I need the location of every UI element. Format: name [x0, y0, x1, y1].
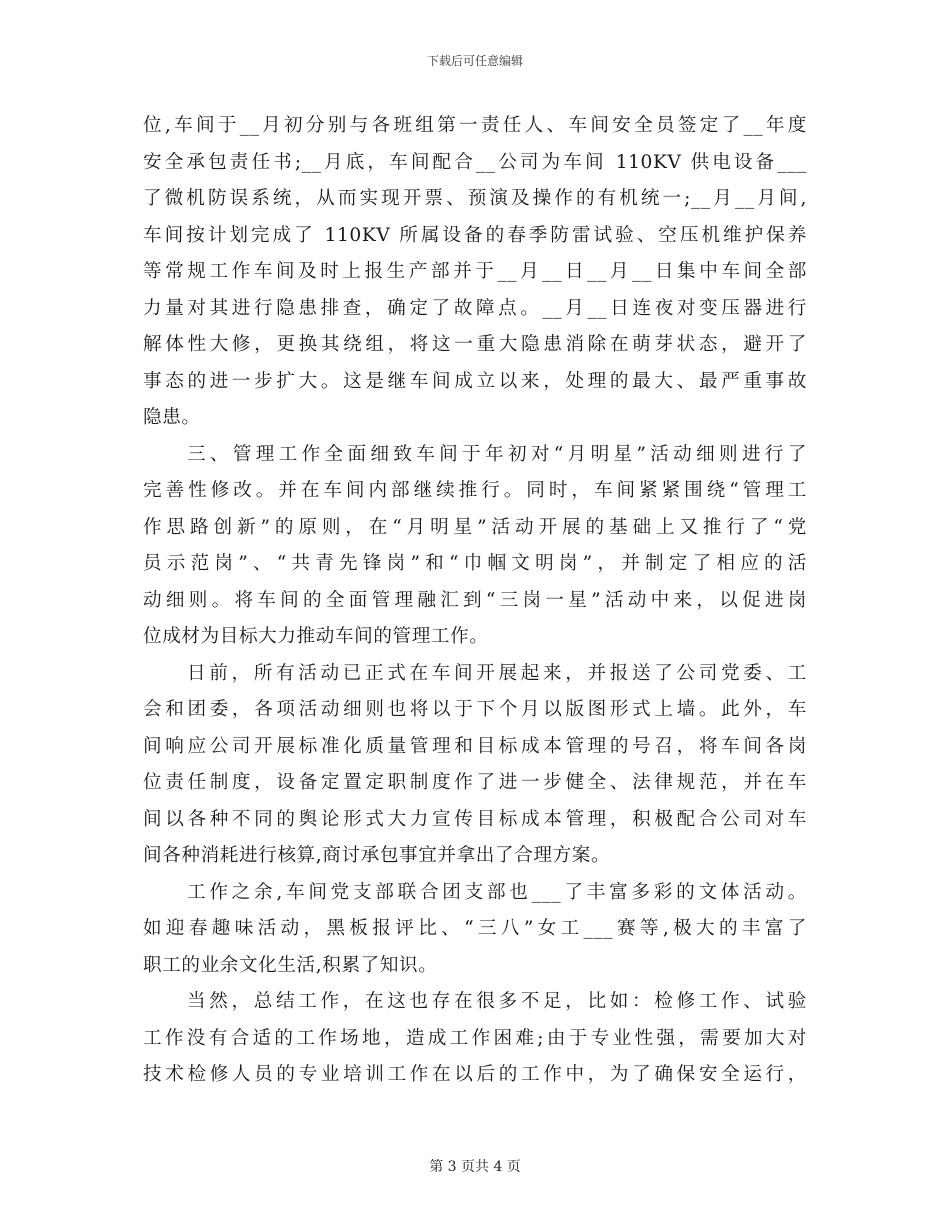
paragraph-start-line: 三、管理工作全面细致车间于年初对“月明星”活动细则进行了: [187, 443, 807, 465]
text-line: 如迎春趣味活动，黑板报评比、“三八”女工___赛等,极大的丰富了: [143, 918, 807, 939]
text-line: 等常规工作车间及时上报生产部并于__月__日__月__日集中车间全部: [143, 261, 807, 282]
paragraph-start-line: 工作之余,车间党支部联合团支部也___了丰富多彩的文体活动。: [187, 881, 807, 903]
text-line: 员示范岗”、“共青先锋岗”和“巾帼文明岗”，并制定了相应的活: [143, 553, 807, 574]
text-line: 安全承包责任书;__月底，车间配合__公司为车间 110KV 供电设备___: [143, 151, 807, 173]
text-line: 隐患。: [143, 407, 201, 428]
document-body: [143, 108, 807, 1094]
text-line: 技术检修人员的专业培训工作在以后的工作中，为了确保安全运行，: [143, 1064, 807, 1085]
page-header-note: 下载后可任意编辑: [426, 54, 523, 68]
text-line: 作思路创新”的原则，在“月明星”活动开展的基础上又推行了“党: [143, 516, 807, 538]
page-number-footer: 第 3 页共 4 页: [429, 1159, 521, 1175]
text-line: 职工的业余文化生活,积累了知识。: [143, 954, 438, 976]
text-line: 车间按计划完成了 110KV 所属设备的春季防雷试验、空压机维护保养: [143, 224, 807, 246]
text-line: 完善性修改。并在车间内部继续推行。同时，车间紧紧围绕“管理工: [143, 480, 807, 501]
text-line: 工作没有合适的工作场地，造成工作困难;由于专业性强，需要加大对: [143, 1027, 807, 1049]
text-line: 位责任制度，设备定置定职制度作了进一步健全、法律规范，并在车: [143, 772, 807, 793]
text-line: 位成材为目标大力推动车间的管理工作。: [143, 626, 489, 647]
text-line: 力量对其进行隐患排查，确定了故障点。__月__日连夜对变压器进行: [143, 297, 807, 319]
paragraph-start-line: 当然，总结工作，在这也存在很多不足，比如：检修工作、试验: [187, 991, 807, 1012]
text-line: 动细则。将车间的全面管理融汇到“三岗一星”活动中来，以促进岗: [143, 589, 807, 611]
text-line: 间以各种不同的舆论形式大力宣传目标成本管理，积极配合公司对车: [143, 808, 807, 830]
paragraph-start-line: 日前，所有活动已正式在车间开展起来，并报送了公司党委、工: [187, 662, 807, 684]
text-line: 解体性大修，更换其绕组，将这一重大隐患消除在萌芽状态，避开了: [143, 334, 807, 355]
text-line: 位,车间于__月初分别与各班组第一责任人、车间安全员签定了__年度: [143, 115, 807, 136]
text-line: 间各种消耗进行核算,商讨承包事宜并拿出了合理方案。: [143, 845, 611, 866]
text-line: 了微机防误系统，从而实现开票、预演及操作的有机统一;__月__月间,: [143, 188, 807, 209]
text-line: 会和团委，各项活动细则也将以于下个月以版图形式上墙。此外，车: [143, 699, 807, 720]
text-line: 事态的进一步扩大。这是继车间成立以来，处理的最大、最严重事故: [143, 370, 807, 392]
text-line: 间响应公司开展标准化质量管理和目标成本管理的号召，将车间各岗: [143, 735, 807, 757]
